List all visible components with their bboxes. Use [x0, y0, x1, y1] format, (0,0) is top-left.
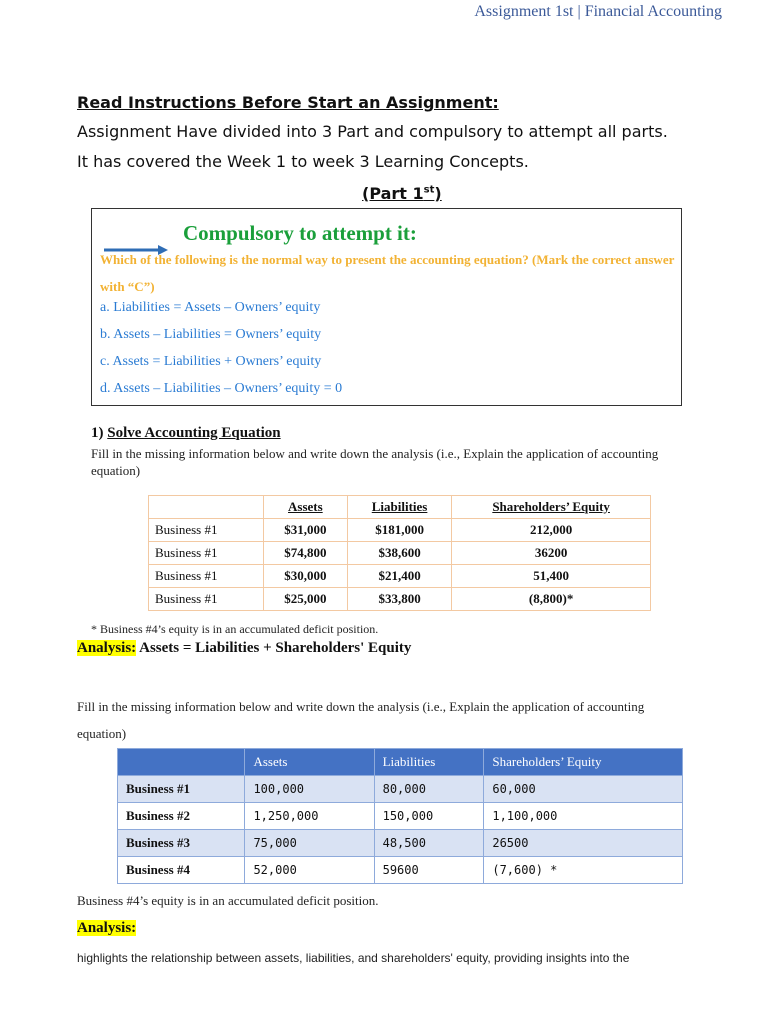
- table-header-row: [149, 496, 651, 519]
- part-heading: [362, 184, 442, 203]
- table-cell: 100,000: [245, 776, 374, 803]
- analysis-summary: highlights the relationship between assets, liabilities, and shareholders' equity, providing insights into the: [77, 951, 630, 965]
- table-row-header: Business #1: [149, 519, 264, 542]
- table-header-cell: Liabilities: [374, 749, 484, 776]
- table-cell: 1,100,000: [484, 803, 683, 830]
- table-row: [118, 857, 683, 884]
- quiz-heading: Compulsory to attempt it:: [183, 221, 417, 245]
- table-row: [149, 519, 651, 542]
- analysis-label: Analysis:: [77, 920, 137, 936]
- table-header-row: [118, 749, 683, 776]
- table-header-cell: Liabilities: [347, 496, 451, 519]
- part-superscript: st: [423, 184, 435, 196]
- table-header-cell: Assets: [263, 496, 347, 519]
- table-row-header: Business #1: [149, 542, 264, 565]
- table-cell: 48,500: [374, 830, 484, 857]
- analysis-1: [77, 640, 411, 657]
- table-cell: 59600: [374, 857, 484, 884]
- table-row-header: Business #4: [118, 857, 245, 884]
- table-header-cell: Shareholders’ Equity: [484, 749, 683, 776]
- section-number: 1): [91, 425, 104, 441]
- table-cell: $33,800: [347, 588, 451, 611]
- table-row-header: Business #2: [118, 803, 245, 830]
- table-header-cell: Shareholders’ Equity: [452, 496, 651, 519]
- quiz-option-d: d. Assets – Liabilities – Owners’ equity = 0: [100, 381, 343, 396]
- table-cell: 60,000: [484, 776, 683, 803]
- table-row: [118, 776, 683, 803]
- table-cell: 212,000: [452, 519, 651, 542]
- equation-table-1: [148, 495, 651, 611]
- table-cell: $21,400: [347, 565, 451, 588]
- table-row: [118, 803, 683, 830]
- page-header: Assignment 1st | Financial Accounting: [474, 3, 722, 20]
- table-cell: 51,400: [452, 565, 651, 588]
- table-row: [149, 588, 651, 611]
- table-cell: 1,250,000: [245, 803, 374, 830]
- table-cell: 80,000: [374, 776, 484, 803]
- analysis-equation: Assets = Liabilities + Shareholders' Equity: [136, 640, 412, 656]
- instructions-line-2: It has covered the Week 1 to week 3 Learning Concepts.: [77, 152, 529, 171]
- table-cell: $38,600: [347, 542, 451, 565]
- table-header-cell: [149, 496, 264, 519]
- quiz-question: Which of the following is the normal way to present the accounting equation? (Mark the correct answer with “C”): [100, 252, 675, 294]
- section-1-title: [91, 425, 281, 442]
- table-row: [149, 565, 651, 588]
- analysis-2: [77, 920, 136, 937]
- table-row-header: Business #1: [118, 776, 245, 803]
- table-cell: $181,000: [347, 519, 451, 542]
- deficit-note-2: Business #4’s equity is in an accumulated deficit position.: [77, 893, 379, 908]
- section-1-instructions: Fill in the missing information below and write down the analysis (i.e., Explain the application of accounting equation): [91, 446, 659, 478]
- section-title-text: Solve Accounting Equation: [107, 425, 281, 441]
- table-row: [149, 542, 651, 565]
- part-label: (Part 1: [362, 184, 424, 203]
- instructions-line-1: Assignment Have divided into 3 Part and compulsory to attempt all parts.: [77, 122, 668, 141]
- analysis-label: Analysis:: [77, 640, 137, 656]
- table-cell: 26500: [484, 830, 683, 857]
- table-cell: $30,000: [263, 565, 347, 588]
- arrow-right-icon: [104, 243, 168, 257]
- table-cell: 36200: [452, 542, 651, 565]
- table-cell: 150,000: [374, 803, 484, 830]
- quiz-option-a: a. Liabilities = Assets – Owners’ equity: [100, 300, 321, 315]
- quiz-option-b: b. Assets – Liabilities = Owners’ equity: [100, 327, 322, 342]
- table-row-header: Business #1: [149, 565, 264, 588]
- table-cell: 52,000: [245, 857, 374, 884]
- table-row-header: Business #3: [118, 830, 245, 857]
- table-cell: (7,600) *: [484, 857, 683, 884]
- section-2-instructions: Fill in the missing information below and write down the analysis (i.e., Explain the application of accounting equation): [77, 699, 645, 741]
- deficit-note-1: * Business #4’s equity is in an accumulated deficit position.: [91, 622, 379, 636]
- table-row: [118, 830, 683, 857]
- table-cell: $25,000: [263, 588, 347, 611]
- table-cell: (8,800)*: [452, 588, 651, 611]
- table-header-cell: [118, 749, 245, 776]
- table-cell: 75,000: [245, 830, 374, 857]
- table-cell: $74,800: [263, 542, 347, 565]
- part-close: ): [434, 184, 442, 203]
- table-row-header: Business #1: [149, 588, 264, 611]
- quiz-option-c: c. Assets = Liabilities + Owners’ equity: [100, 354, 322, 369]
- table-cell: $31,000: [263, 519, 347, 542]
- instructions-title: Read Instructions Before Start an Assignment:: [77, 93, 499, 112]
- equation-table-2: [117, 748, 683, 884]
- table-header-cell: Assets: [245, 749, 374, 776]
